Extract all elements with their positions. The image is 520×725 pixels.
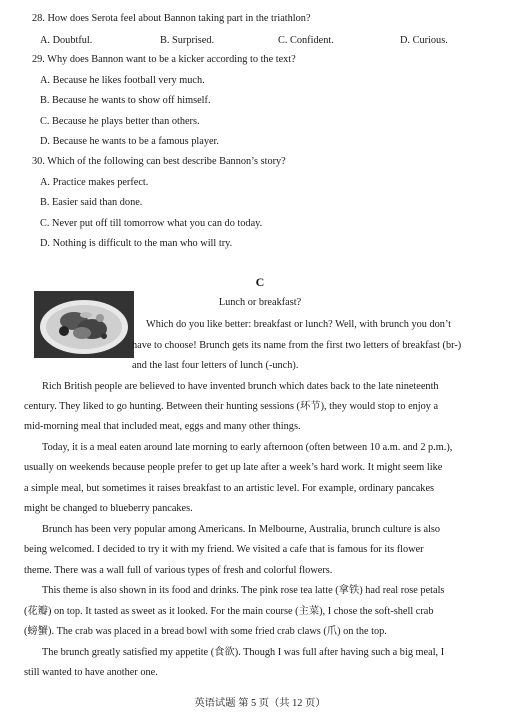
q28-option-b: B. Surprised. (160, 35, 215, 46)
section-heading: C (255, 275, 265, 289)
q29-option-a: A. Because he likes football very much. (40, 75, 205, 86)
q30-option-d: D. Nothing is difficult to the man who will try. (40, 238, 233, 249)
body-line-9: being welcomed. I decided to try it with my friend. We visited a cafe that is famous for its flower (24, 544, 424, 555)
page-footer: 英语试题 第 5 页（共 12 页） (194, 698, 326, 709)
body-line-14: The brunch greatly satisfied my appetite (食欲). Though I was full after having such a big meal, I (42, 647, 445, 658)
body-line-11: This theme is also shown in its food and drinks. The pink rose tea latte (拿铁) had real rose petals (42, 585, 445, 596)
body-line-8: Brunch has been very popular among Americans. In Melbourne, Australia, brunch culture is also (42, 524, 441, 535)
body-line-3: mid-morning meal that included meat, eggs and many other things. (24, 421, 301, 432)
intro-line-3: and the last four letters of lunch (-unch). (132, 360, 299, 371)
question-30: 30. Which of the following can best describe Bannon’s story? (32, 156, 286, 167)
question-29: 29. Why does Bannon want to be a kicker according to the text? (32, 54, 296, 65)
body-line-15: still wanted to have another one. (24, 667, 158, 678)
q28-option-c: C. Confident. (278, 35, 334, 46)
q29-option-d: D. Because he wants to be a famous player. (40, 136, 219, 147)
body-line-1: Rich British people are believed to have invented brunch which dates back to the late nineteenth (42, 381, 439, 392)
q30-option-a: A. Practice makes perfect. (40, 177, 149, 188)
q29-option-c: C. Because he plays better than others. (40, 116, 200, 127)
q30-option-b: B. Easier said than done. (40, 197, 143, 208)
body-line-6: a simple meal, but sometimes it raises breakfast to an artistic level. For example, ordinary pancakes (24, 483, 435, 494)
body-line-10: theme. There was a wall full of various types of fresh and colorful flowers. (24, 565, 333, 576)
q28-option-a: A. Doubtful. (40, 35, 93, 46)
intro-line-2: have to choose! Brunch gets its name from the first two letters of breakfast (br-) (132, 340, 462, 351)
body-line-2: century. They liked to go hunting. Between their hunting sessions (环节), they would stop to enjoy a (24, 401, 439, 412)
intro-line-1: Which do you like better: breakfast or lunch? Well, with brunch you don’t (146, 319, 452, 330)
body-line-4: Today, it is a meal eaten around late morning to early afternoon (often between 10 a.m. and 2 p.m.), (42, 442, 453, 453)
passage-title: Lunch or breakfast? (218, 297, 302, 308)
q30-option-c: C. Never put off till tomorrow what you can do today. (40, 218, 263, 229)
body-line-12: (花瓣) on top. It tasted as sweet as it looked. For the main course (主菜), I chose the soft-shell crab (24, 606, 434, 617)
q28-option-d: D. Curious. (400, 35, 448, 46)
q29-option-b: B. Because he wants to show off himself. (40, 95, 211, 106)
body-line-13: (螃蟹). The crab was placed in a bread bowl with some fried crab claws (爪) on the top. (24, 626, 387, 637)
body-line-5: usually on weekends because people prefer to get up late after a week’s hard work. It might seem like (24, 462, 443, 473)
question-28: 28. How does Serota feel about Bannon taking part in the triathlon? (32, 13, 311, 24)
body-line-7: might be changed to blueberry pancakes. (24, 503, 193, 514)
